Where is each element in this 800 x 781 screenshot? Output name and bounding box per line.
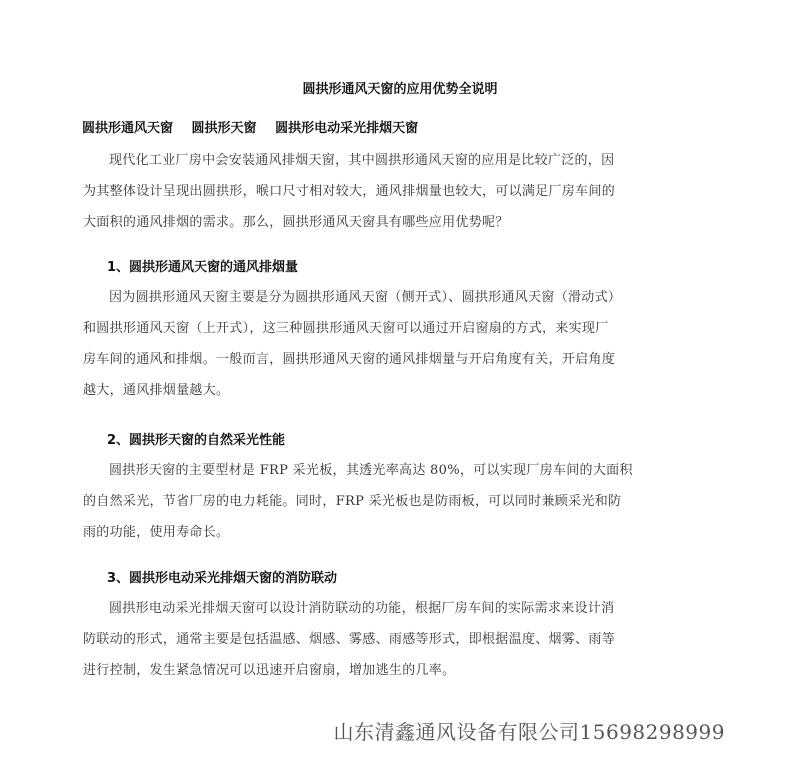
keyword-2: 圆拱形天窗 [191,121,257,136]
section-2-paragraph [83,455,715,548]
keyword-1: 圆拱形通风天窗 [82,121,174,136]
keyword-line [82,117,432,136]
section-1-heading: 1、圆拱形通风天窗的通风排烟量 [107,260,299,275]
section-3-paragraph [83,593,715,686]
paragraph-line: 雨的功能，使用寿命长。 [83,525,230,540]
section-3-heading: 3、圆拱形电动采光排烟天窗的消防联动 [107,571,338,586]
paragraph-line: 圆拱形天窗的主要型材是 FRP 采光板，其透光率高达 80%，可以实现厂房车间的大面积 [109,463,633,478]
document-title: 圆拱形通风天窗的应用优势全说明 [302,82,498,97]
paragraph-line: 房车间的通风和排烟。一般而言，圆拱形通风天窗的通风排烟量与开启角度有关，开启角度 [83,352,616,367]
paragraph-line: 和圆拱形通风天窗（上开式），这三种圆拱形通风天窗可以通过开启窗扇的方式，来实现厂 [83,321,609,336]
intro-line: 为其整体设计呈现出圆拱形，喉口尺寸相对较大，通风排烟量也较大，可以满足厂房车间的 [83,184,616,199]
paragraph-line: 进行控制，发生紧急情况可以迅速开启窗扇，增加逃生的几率。 [83,663,456,678]
intro-paragraph [83,145,715,238]
company-watermark: 山东清鑫通风设备有限公司15698298999 [333,720,725,744]
section-2-heading: 2、圆拱形天窗的自然采光性能 [107,433,286,448]
intro-line: 大面积的通风排烟的需求。那么，圆拱形通风天窗具有哪些应用优势呢？ [83,215,509,230]
paragraph-line: 的自然采光，节省厂房的电力耗能。同时，FRP 采光板也是防雨板，可以同时兼顾采光和防 [83,494,622,509]
intro-line: 现代化工业厂房中会安装通风排烟天窗，其中圆拱形通风天窗的应用是比较广泛的，因 [109,153,615,168]
paragraph-line: 越大，通风排烟量越大。 [83,383,230,398]
section-1-paragraph [83,282,715,406]
paragraph-line: 圆拱形电动采光排烟天窗可以设计消防联动的功能，根据厂房车间的实际需求来设计消 [109,601,615,616]
keyword-3: 圆拱形电动采光排烟天窗 [275,121,419,136]
paragraph-line: 防联动的形式，通常主要是包括温感、烟感、雾感、雨感等形式，即根据温度、烟雾、雨等 [83,632,616,647]
paragraph-line: 因为圆拱形通风天窗主要是分为圆拱形通风天窗（侧开式）、圆拱形通风天窗（滑动式） [109,290,622,305]
